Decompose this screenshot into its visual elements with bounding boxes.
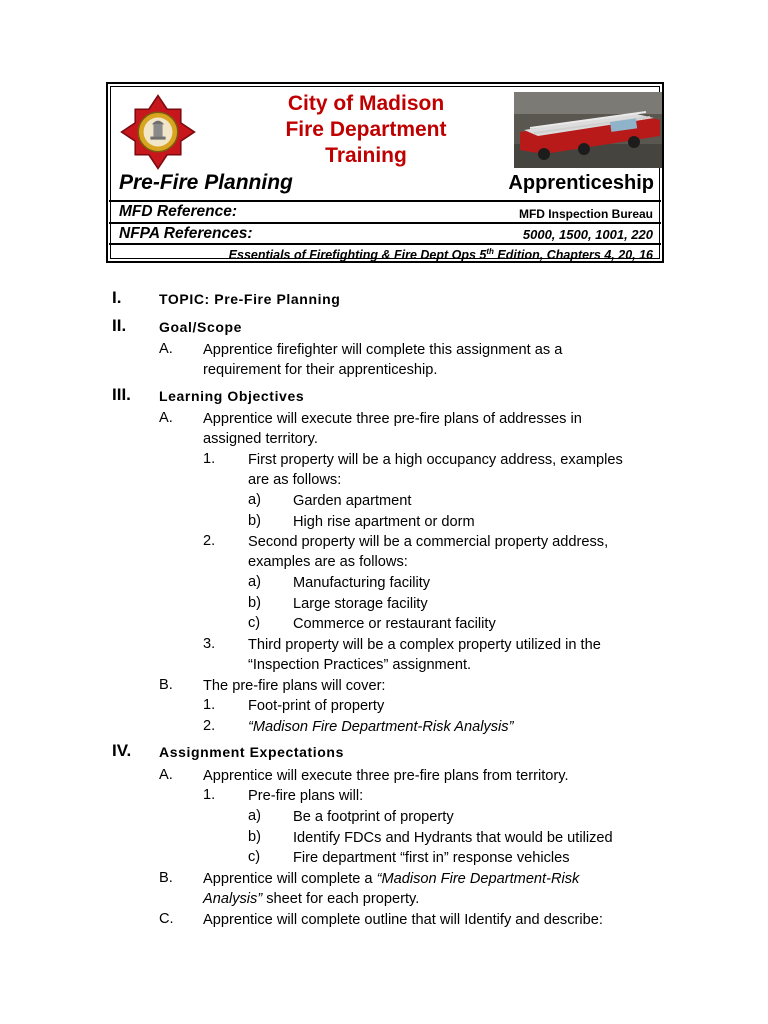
outline-text-part: Apprentice will complete a [203, 871, 377, 887]
outline-marker: b) [248, 595, 261, 611]
outline-text: Pre-fire plans will: [248, 788, 364, 804]
outline-marker: c) [248, 615, 261, 631]
outline-text: Commerce or restaurant facility [293, 616, 496, 632]
outline-text: Apprentice firefighter will complete this assignment as a [203, 342, 563, 358]
outline-text: Second property will be a commercial property address, [248, 534, 609, 550]
header-divider [109, 200, 661, 202]
mfd-reference-value: MFD Inspection Bureau [518, 207, 653, 221]
outline-text: Fire department “first in” response vehicles [293, 850, 570, 866]
outline-text [203, 889, 419, 909]
outline-text: assigned territory. [203, 431, 318, 447]
outline-marker: a) [248, 574, 261, 590]
subtitle-apprenticeship: Apprenticeship [508, 172, 654, 194]
outline-marker: 2. [203, 718, 216, 734]
outline-marker: b) [248, 513, 261, 529]
section-title-assignment-expectations: Assignment Expectations [159, 744, 344, 760]
outline-text: The pre-fire plans will cover: [203, 678, 386, 694]
document-header [106, 82, 664, 263]
outline-marker: 2. [203, 533, 216, 549]
header-divider [109, 243, 661, 245]
outline-text: Manufacturing facility [293, 575, 431, 591]
outline-marker: C. [159, 911, 174, 927]
section-title-goal-scope: Goal/Scope [159, 319, 243, 335]
nfpa-references-label: NFPA References: [119, 225, 253, 242]
essentials-superscript: th [486, 247, 494, 256]
outline-text-italic: Analysis” [203, 891, 263, 907]
outline-marker: 1. [203, 451, 216, 467]
outline-text: Identify FDCs and Hydrants that would be utilized [293, 830, 613, 846]
outline-marker: B. [159, 677, 173, 693]
outline-text: Be a footprint of property [293, 809, 454, 825]
outline-marker: a) [248, 808, 261, 824]
madison-fire-logo-icon [120, 94, 196, 170]
outline-text: High rise apartment or dorm [293, 514, 475, 530]
title-line-department: Fire Department [285, 118, 447, 141]
outline-text: Apprentice will execute three pre-fire plans of addresses in [203, 411, 582, 427]
outline-marker: b) [248, 829, 261, 845]
essentials-text-end: Edition, Chapters 4, 20, 16 [493, 248, 653, 263]
outline-marker: c) [248, 849, 261, 865]
outline-text: Third property will be a complex property utilized in the [248, 637, 601, 653]
outline-marker: 1. [203, 697, 216, 713]
outline-text: First property will be a high occupancy address, examples [248, 452, 623, 468]
title-line-city: City of Madison [287, 92, 445, 115]
title-line-training: Training [325, 144, 407, 167]
section-title-topic: TOPIC: Pre-Fire Planning [159, 291, 341, 307]
header-divider [109, 222, 661, 224]
outline-text: Apprentice will execute three pre-fire plans from territory. [203, 768, 569, 784]
fire-truck-photo [514, 92, 662, 168]
outline-marker: A. [159, 410, 173, 426]
section-number: III. [112, 385, 131, 404]
outline-text-italic: “Madison Fire Department-Risk [376, 871, 580, 887]
outline-text: Apprentice will complete outline that will Identify and describe: [203, 912, 603, 928]
outline-text: examples are as follows: [248, 554, 408, 570]
outline-text: “Inspection Practices” assignment. [248, 657, 472, 673]
outline-text: are as follows: [248, 472, 342, 488]
mfd-reference-label: MFD Reference: [119, 203, 237, 220]
outline-text [203, 869, 579, 889]
section-number: II. [112, 316, 127, 335]
outline-text: “Madison Fire Department-Risk Analysis” [248, 719, 514, 735]
essentials-text: Essentials of Firefighting & Fire Dept Ops 5 [228, 248, 487, 263]
outline-marker: B. [159, 870, 173, 886]
outline-marker: 1. [203, 787, 216, 803]
section-title-learning-objectives: Learning Objectives [159, 388, 305, 404]
outline-text-part: sheet for each property. [262, 891, 420, 907]
subtitle-pre-fire-planning: Pre-Fire Planning [119, 171, 293, 194]
outline-text: requirement for their apprenticeship. [203, 362, 438, 378]
outline-text: Large storage facility [293, 596, 428, 612]
outline-marker: 3. [203, 636, 216, 652]
outline-text: Foot-print of property [248, 698, 385, 714]
outline-marker: A. [159, 767, 173, 783]
essentials-reference [229, 247, 653, 262]
nfpa-references-value: 5000, 1500, 1001, 220 [522, 227, 653, 242]
outline-marker: a) [248, 492, 261, 508]
header-inner-frame [110, 86, 660, 263]
section-number: IV. [112, 741, 132, 760]
header-title [261, 91, 471, 169]
outline-marker: A. [159, 341, 173, 357]
section-number: I. [112, 288, 122, 307]
outline-text: Garden apartment [293, 493, 412, 509]
